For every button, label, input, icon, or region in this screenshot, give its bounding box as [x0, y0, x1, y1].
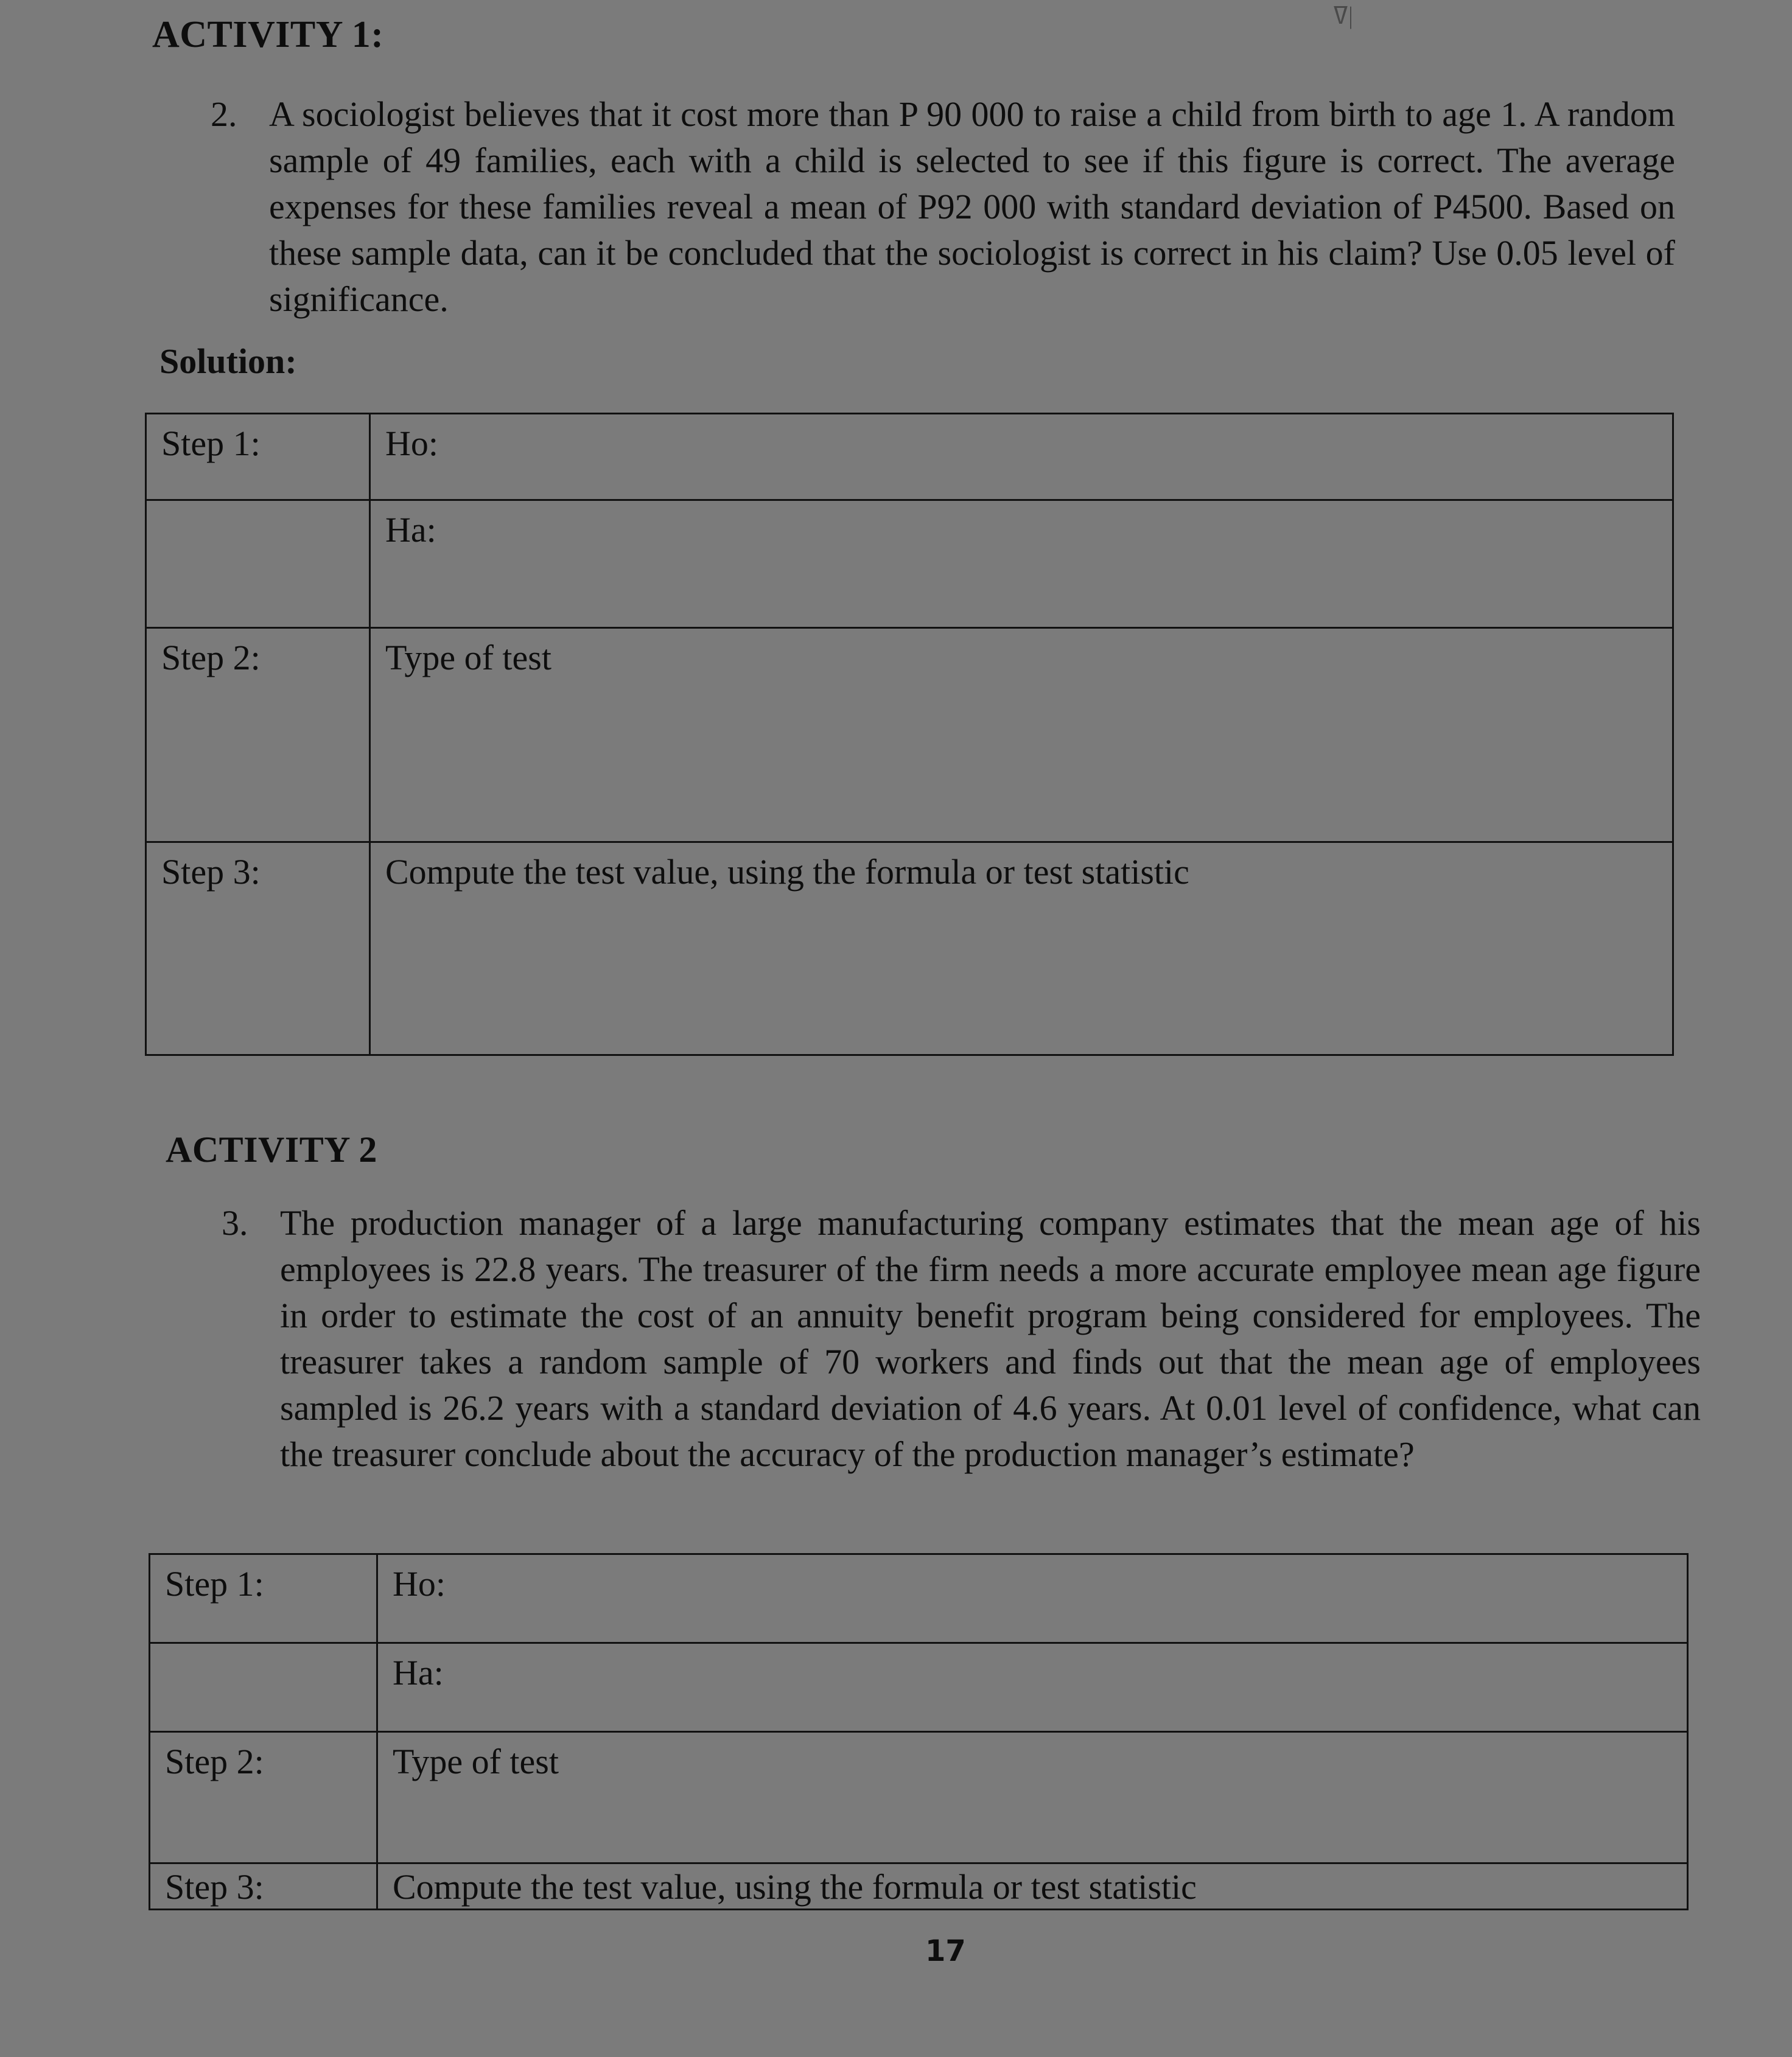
type-of-test-cell[interactable] [377, 1732, 1688, 1863]
table-row [146, 500, 1673, 628]
table-row [150, 1732, 1688, 1863]
activity2-steps-table [149, 1553, 1689, 1910]
ho-label: Ho: [393, 1564, 446, 1604]
compute-cell[interactable] [377, 1863, 1688, 1910]
step3-label: Step 3: [161, 852, 261, 892]
empty-label-cell [150, 1643, 377, 1732]
activity1-problem-number: 2. [211, 94, 237, 134]
step1-label-cell [150, 1554, 377, 1643]
activity1-title: ACTIVITY 1: [152, 14, 384, 55]
page-number: 17 [925, 1934, 966, 1968]
table-row [150, 1554, 1688, 1643]
step2-label-cell [150, 1732, 377, 1863]
compute-cell[interactable] [370, 842, 1673, 1055]
table-row [150, 1863, 1688, 1910]
activity2-problem [222, 1200, 1701, 1478]
ha-cell[interactable] [377, 1643, 1688, 1732]
activity2-problem-text: The production manager of a large manufacturing company estimates that the mean age of his employees is 22.8 years. The treasurer of the firm needs a more accurate employee mean age figure in order to estimate the cost of an annuity benefit program being considered for employees. The treasurer takes a random sample of 70 workers and finds out that the mean age of employees sampled is 26.2 years with a standard deviation of 4.6 years. At 0.01 level of confidence, what can the treasurer conclude about the accuracy of the production manager’s estimate? [280, 1203, 1701, 1474]
ho-cell[interactable] [377, 1554, 1688, 1643]
activity2-problem-number: 3. [222, 1203, 248, 1243]
ho-cell[interactable] [370, 414, 1673, 500]
table-row [146, 842, 1673, 1055]
step1-label-cell [146, 414, 370, 500]
compute-label: Compute the test value, using the formula or test statistic [393, 1867, 1197, 1907]
type-of-test-cell[interactable] [370, 628, 1673, 842]
table-row [146, 628, 1673, 842]
step3-label-cell [150, 1863, 377, 1910]
step2-label-cell [146, 628, 370, 842]
step1-label: Step 1: [165, 1564, 264, 1604]
step3-label: Step 3: [165, 1867, 264, 1907]
activity1-problem-text: A sociologist believes that it cost more than P 90 000 to raise a child from birth to age 1. A random sample of 49 families, each with a child is selected to see if this figure is correct. The average expenses for these families reveal a mean of P92 000 with standard deviation of P4500. Based on these sample data, can it be concluded that the sociologist is correct in his claim? Use 0.05 level of significance. [269, 94, 1675, 319]
step2-label: Step 2: [165, 1742, 264, 1781]
table-row [146, 414, 1673, 500]
empty-label-cell [146, 500, 370, 628]
ha-cell[interactable] [370, 500, 1673, 628]
step1-label: Step 1: [161, 424, 261, 463]
table-row [150, 1643, 1688, 1732]
ha-label: Ha: [393, 1653, 444, 1692]
activity1-problem [211, 91, 1675, 323]
step3-label-cell [146, 842, 370, 1055]
type-of-test-label: Type of test [393, 1742, 559, 1781]
type-of-test-label: Type of test [385, 638, 551, 677]
step2-label: Step 2: [161, 638, 261, 677]
corner-mark: ߜ| [1333, 2, 1354, 29]
solution-label: Solution: [159, 341, 297, 381]
compute-label: Compute the test value, using the formula or test statistic [385, 852, 1189, 892]
ha-label: Ha: [385, 510, 436, 550]
activity1-steps-table [145, 413, 1674, 1056]
activity2-title: ACTIVITY 2 [166, 1130, 377, 1170]
ho-label: Ho: [385, 424, 438, 463]
